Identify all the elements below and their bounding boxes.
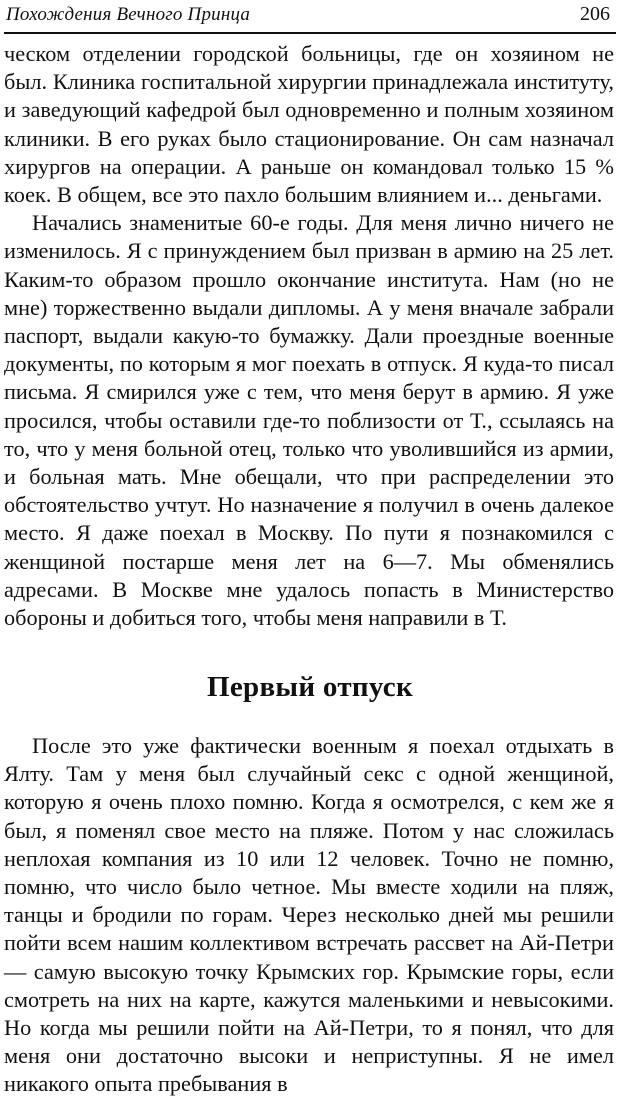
paragraph: Начались знаменитые 60-е годы. Для меня лично ничего не изменилось. Я с принуждением был призван в армию на 25 лет. Каким-то образом прошло окончание института. Нам (но не мне) торжественно выдали дипломы. А у меня вначале забрали паспорт, выдали какую-то бумажку. Дали проездные военные документы, по которым я мог поехать в отпуск. Я куда-то писал письма. Я смирился уже с тем, что меня берут в армию. Я уже просился, чтобы оставили где-то поблизости от Т., ссылаясь на то, что у меня больной отец, только что уволившийся из армии, и больная мать. Мне обещали, что при распределении это обстоятельство учтут. Но назначение я получил в очень далекое место. Я даже поехал в Москву. По пути я познакомился с женщиной постарше меня лет на 6—7. Мы обменялись адресами. В Москве мне удалось попасть в Министерство обороны и добиться того, чтобы меня направили в Т. <box>4 210 614 631</box>
page-number: 206 <box>580 3 610 25</box>
text-block-top <box>4 40 614 632</box>
paragraph-continuation: ческом отделении городской больницы, где он хозяином не был. Клиника госпитальной хирургии принадлежала институту, и заведующий кафедрой был одновременно и полным хозяином клиники. В его руках было стационирование. Он сам назначал хирургов на операции. А раньше он командовал только 15 % коек. В общем, все это пахло большим влиянием и... деньгами. <box>4 41 614 208</box>
text-block-bottom <box>4 732 614 1099</box>
paragraph: После это уже фактически военным я поехал отдыхать в Ялту. Там у меня был случайный секс с одной женщиной, которую я очень плохо помню. Когда я осмотрелся, с кем же я был, я поменял свое место на пляже. Потом у нас сложилась неплохая компания из 10 или 12 человек. Точно не помню, помню, что число было четное. Мы вместе ходили на пляж, танцы и бродили по горам. Через несколько дней мы решили пойти всем нашим коллективом встречать рассвет на Ай-Петри — самую высокую точку Крымских гор. Крымские горы, если смотреть на них на карте, кажутся маленькими и невысокими. Но когда мы решили пойти на Ай-Петри, то я понял, что для меня они достаточно высоки и неприступны. Я не имел никакого опыта пребывания в <box>4 733 614 1097</box>
header-rule <box>4 32 616 34</box>
section-heading: Первый отпуск <box>207 671 413 703</box>
running-title: Похождения Вечного Принца <box>6 4 251 25</box>
page-header <box>0 0 620 34</box>
